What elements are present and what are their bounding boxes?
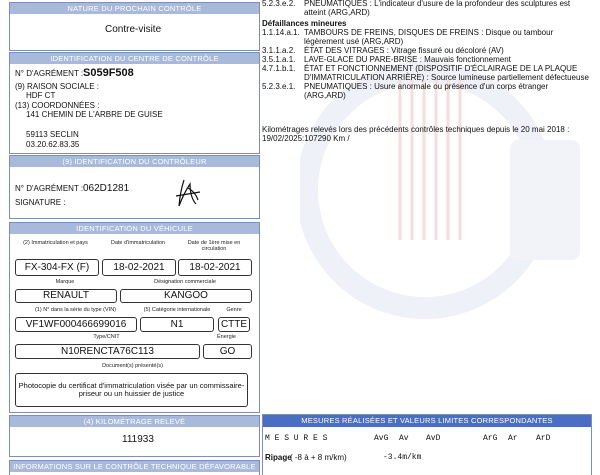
designation-label: Désignation commerciale [154,279,216,285]
categorie-label: (5) Catégorie internationale [143,307,211,313]
centre-city: 59113 SECLIN [26,130,79,139]
centre-raison-label: (9) RAISON SOCIALE : [15,82,100,91]
vehicule-panel [9,222,260,413]
defaillance-code: 4.7.1.b.1. [262,64,296,73]
mesures-col-avd: AvD [426,434,441,443]
mesures-col-ard: ArD [536,434,551,443]
centre-raison-value: HDF CT [26,91,56,100]
defaillance-text: TAMBOURS DE FREINS, DISQUES DE FREINS : Disque ou tambour légèrement usé (ARG,ARD) [304,28,554,46]
vehicule-header: IDENTIFICATION DU VÉHICULE [10,223,259,234]
type-label: Type/CNIT [93,334,120,340]
defaillance-code: 5.2.3.e.1. [262,82,296,91]
mesures-col-avg: AvG [374,434,389,443]
documents-label: Document(s) présenté(s) [102,363,163,369]
defaillance-code: 3.1.1.a.2. [262,46,296,55]
centre-agrement-value: S059F508 [83,67,134,79]
defaillance-code: 1.1.14.a.1. [262,28,300,37]
defaillance-text: LAVE-GLACE DU PARE-BRISE : Mauvais fonctionnement [304,55,511,64]
controleur-signature [170,176,204,212]
defaillance-item [262,46,592,55]
controleur-panel [9,155,260,219]
defaillance-text: PNEUMATIQUES : Usure anormale ou présence d'un corps étranger (ARG,ARD) [304,82,549,100]
immat-label: (2) Immatriculation et pays [23,240,88,246]
marque-value: RENAULT [15,289,117,303]
kilometrage-panel [9,415,260,457]
controleur-header: (9) IDENTIFICATION DU CONTRÔLEUR [10,156,259,167]
defaillance-text: ÉTAT ET FONCTIONNEMENT (DISPOSITIF D'ÉCLAIRAGE DE LA PLAQUE D'IMMATRICULATION ARRIÈRE) : Source lumineuse partiellement défectueuse [304,64,589,82]
ripage-label: Ripage [265,453,292,462]
centre-panel [9,52,260,154]
designation-value: KANGOO [120,289,252,303]
mesures-panel [262,414,592,475]
date-first-value: 18-02-2021 [178,259,252,276]
defaillance-code: 3.5.1.a.1. [262,55,296,64]
immat-value: FX-304-FX (F) [15,259,99,276]
infos-footer-panel [9,460,260,475]
nature-header: NATURE DU PROCHAIN CONTRÔLE [10,3,259,14]
marque-label: Marque [55,279,75,285]
date-immat-value: 18-02-2021 [102,259,176,276]
kilometrage-header: (4) KILOMÉTRAGE RELEVÉ [10,416,259,427]
top-defaillance-code: 5.2.3.e.2. [262,0,296,8]
mesures-col-ar: Ar [508,434,518,443]
genre-value: CTTE [218,317,250,332]
documents-value: Photocopie du certificat d'immatriculation visée par un commissaire-priseur ou un huissier de justice [15,373,248,407]
controleur-agrement-value: 062D1281 [83,183,130,194]
mesures-col-arg: ArG [483,434,498,443]
km-note: Kilométrages relevés lors des précédents contrôles techniques depuis le 20 mai 2018 : 19/02/2025:107290 Km / [262,125,570,143]
centre-header: IDENTIFICATION DU CENTRE DE CONTRÔLE [10,53,259,64]
ripage-range: ( -8 à + 8 m/km) [290,453,347,462]
centre-agrement-label: N° D'AGRÉMENT : [15,69,84,78]
defaillance-item [262,55,592,64]
vin-value: VF1WF000466699016 [15,317,137,332]
defaillances-heading: Défaillances mineures [262,19,347,28]
centre-coord-label: (13) COORDONNÉES : [15,101,100,110]
vin-label: (1) N° dans la série du type (VIN) [34,307,117,313]
defaillance-item [262,64,592,82]
defaillance-item [262,28,592,46]
nature-value: Contre-visite [105,24,162,35]
energie-value: GO [203,344,252,359]
defaillances-list [262,28,592,100]
date-immat-label: Date d'immatriculation [110,240,166,246]
kilometrage-value: 111933 [122,434,154,445]
controleur-agrement-label: N° D'AGRÉMENT : [15,184,84,193]
date-first-label: Date de 1ère mise en circulation [187,240,241,252]
controleur-signature-label: SIGNATURE : [15,198,66,207]
genre-label: Genre [226,307,242,313]
ripage-value: -3.4m/km [383,453,422,462]
energie-label: Énergie [217,334,236,340]
nature-panel [9,2,260,51]
categorie-value: N1 [140,317,214,332]
type-value: N10RENCTA76C113 [15,344,200,359]
centre-phone: 03.20.62.83.35 [26,140,80,149]
infos-footer-header: INFORMATIONS SUR LE CONTRÔLE TECHNIQUE DÉFAVORABLE [10,461,259,472]
mesures-header: MESURES RÉALISÉES ET VALEURS LIMITES CORRESPONDANTES [263,415,591,427]
mesures-col-av: Av [399,434,409,443]
mesures-title: M E S U R E S [265,434,328,443]
centre-address: 141 CHEMIN DE L'ARBRE DE GUISE [26,110,163,119]
defaillance-text: ÉTAT DES VITRAGES : Vitrage fissuré ou décoloré (AV) [304,46,504,55]
defaillance-item [262,82,592,100]
top-defaillance-text: PNEUMATIQUES : L'indicateur d'usure de la profondeur des sculptures est atteint (ARG,ARD) [304,0,571,17]
